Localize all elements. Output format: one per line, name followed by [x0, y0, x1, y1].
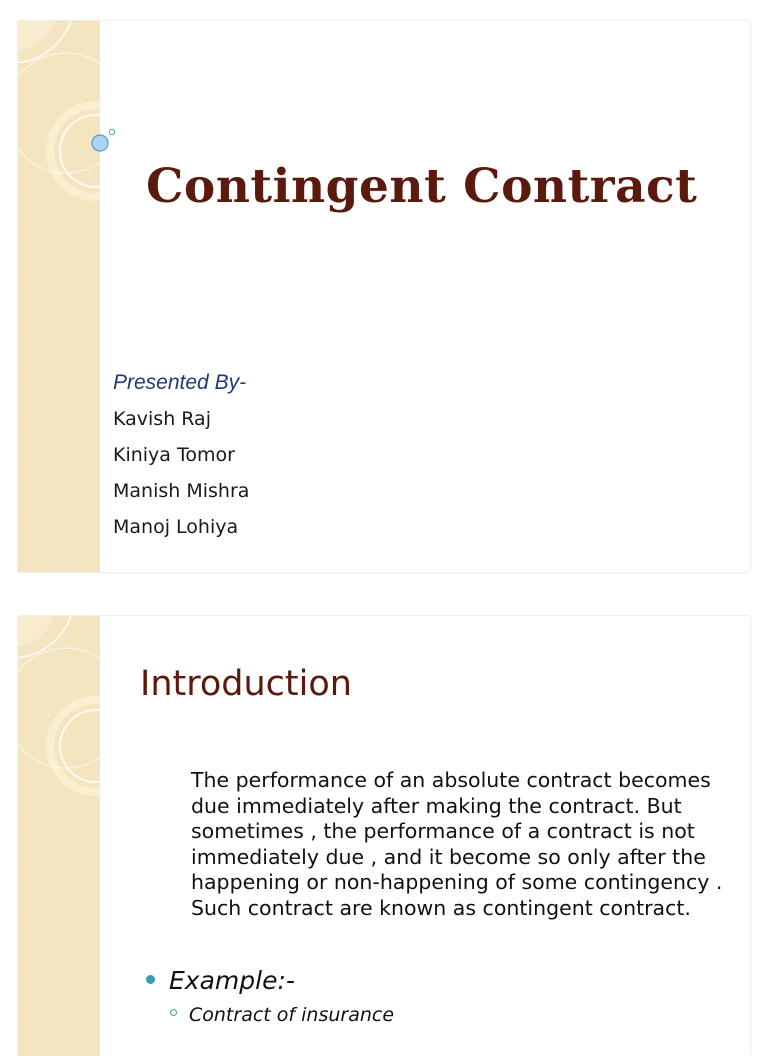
- sub-bullet-text: Contract of insurance: [189, 1004, 395, 1026]
- sub-bullet-circle-icon: [170, 1009, 177, 1016]
- intro-paragraph: The performance of an absolute contract becomes due immediately after making the contract. But sometimes , the performance of a contract is not immediately due , and it become so only after the happening or non-happening of some contingency . Such contract are known as contingent contract.: [191, 768, 723, 920]
- circle-decoration-icon: [18, 616, 100, 1056]
- slide-heading: Introduction: [140, 664, 352, 704]
- presenter-list: [113, 406, 249, 550]
- slide-title-heading: Contingent Contract: [146, 159, 698, 214]
- presenter-name: Kiniya Tomor: [113, 444, 235, 466]
- bullet-dot-icon: [146, 975, 155, 984]
- presenter-name: Manish Mishra: [113, 480, 250, 502]
- sub-bullet-item: [170, 1004, 394, 1026]
- decorative-side-band: [18, 616, 100, 1056]
- bullet-item: [146, 966, 295, 995]
- slide-introduction: [18, 616, 750, 1056]
- bullet-text: Example:-: [169, 966, 295, 995]
- presented-by-label: Presented By-: [113, 371, 247, 394]
- presenter-name: Kavish Raj: [113, 408, 211, 430]
- decorative-side-band: [18, 21, 100, 572]
- slide-title: [18, 21, 750, 572]
- circle-decoration-icon: [18, 21, 100, 572]
- presenter-name: Manoj Lohiya: [113, 516, 239, 538]
- bubble-icon: [88, 125, 122, 159]
